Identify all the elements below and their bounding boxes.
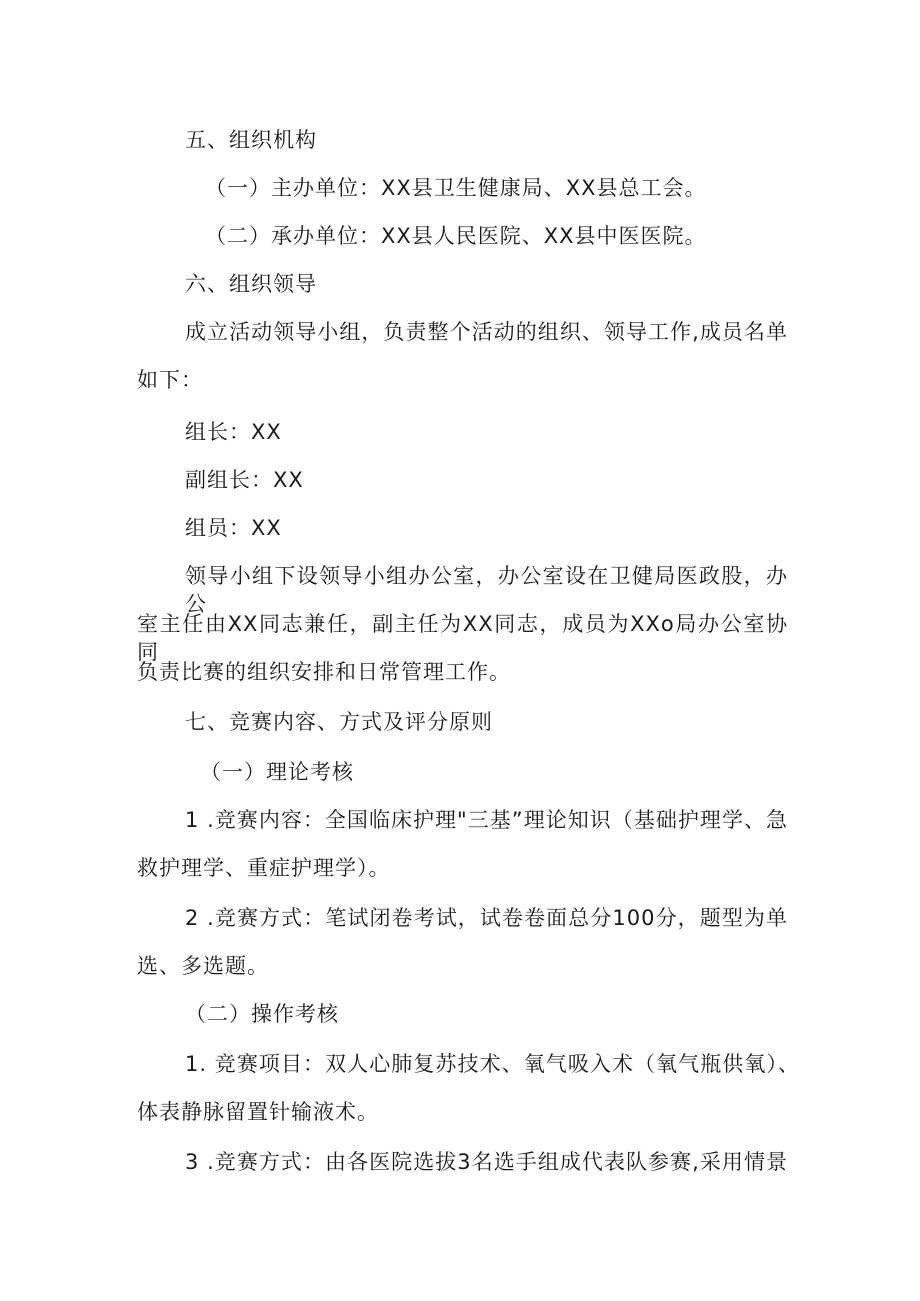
paragraph-line: 领导小组下设领导小组办公室，办公室设在卫健局医政股，办公 — [185, 564, 788, 616]
organizer-line: （一）主办单位：XX县卫生健康局、XX县总工会。 — [205, 176, 707, 200]
paragraph-line: 救护理学、重症护理学）。 — [137, 856, 391, 880]
paragraph-line: 1 .竞赛内容：全国临床护理"三基”理论知识（基础护理学、急 — [185, 808, 788, 832]
co-organizer-line: （二）承办单位：XX县人民医院、XX县中医医院。 — [205, 224, 707, 248]
paragraph-line: 负责比赛的组织安排和日常管理工作。 — [137, 660, 511, 684]
paragraph-line: 选、多选题。 — [137, 954, 269, 978]
subsection-heading-theory: （一）理论考核 — [200, 760, 354, 784]
section-heading-competition: 七、竞赛内容、方式及评分原则 — [185, 710, 493, 734]
section-heading-organization: 五、组织机构 — [185, 128, 317, 152]
paragraph-line: 2 .竞赛方式：笔试闭卷考试，试卷卷面总分100分，题型为单 — [185, 906, 788, 930]
subsection-heading-operation: （二）操作考核 — [185, 1002, 339, 1026]
section-heading-leadership: 六、组织领导 — [185, 272, 317, 296]
paragraph-line: 室主任由XX同志兼任，副主任为XX同志，成员为XXo局办公室协同 — [137, 612, 788, 664]
paragraph-line: 如下： — [137, 368, 203, 392]
paragraph-line: 体表静脉留置针输液术。 — [137, 1100, 379, 1124]
leader-line: 组长：XX — [185, 420, 282, 444]
deputy-leader-line: 副组长：XX — [185, 468, 304, 492]
paragraph-line: 3 .竞赛方式：由各医院选拔3名选手组成代表队参赛,采用情景 — [185, 1150, 788, 1174]
paragraph-line: 1. 竞赛项目：双人心肺复苏技术、氧气吸入术（氧气瓶供氧）、 — [185, 1052, 800, 1076]
member-line: 组员：XX — [185, 516, 282, 540]
paragraph-line: 成立活动领导小组，负责整个活动的组织、领导工作,成员名单 — [185, 320, 788, 344]
